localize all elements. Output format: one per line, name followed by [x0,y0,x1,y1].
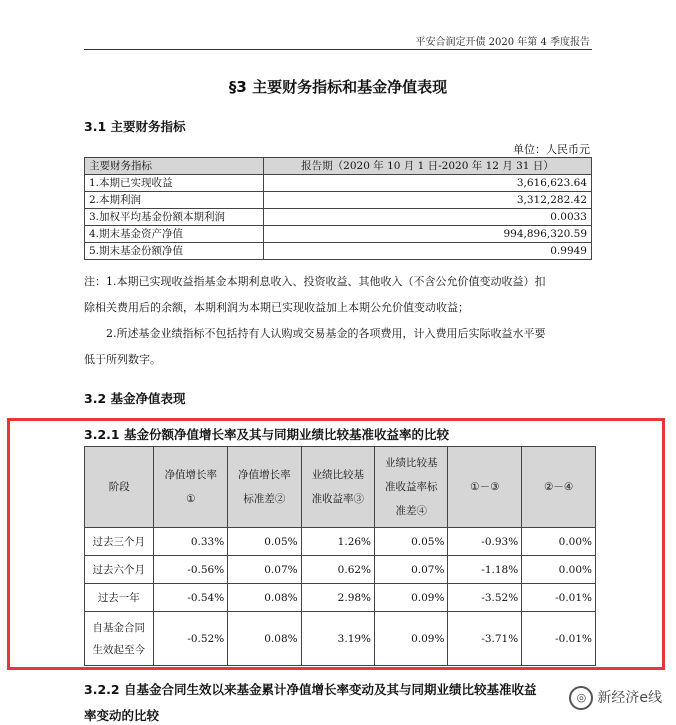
row-label: 5.期末基金份额净值 [85,243,264,260]
row-label-line: 自基金合同 [92,621,145,634]
table-row [85,175,592,192]
row-value: 0.9949 [264,243,592,260]
note-line: 低于所列数字。 [84,353,161,366]
table-cell: -0.01% [522,612,596,666]
watermark [569,686,662,710]
header-line: 业绩比较基 [311,469,365,481]
highlight-box [7,418,665,670]
table-cell: 0.08% [228,584,301,612]
row-label-line: 生效起至今 [92,643,145,656]
row-value: 994,896,320.59 [264,226,592,243]
financial-indicators-table [84,157,592,260]
heading-3-2-2-line2: 率变动的比较 [84,708,160,723]
header-line: 净值增长率 [164,469,218,481]
table-cell: 0.09% [375,612,448,666]
row-label: 过去三个月 [85,528,154,556]
section-title: §3 主要财务指标和基金净值表现 [228,78,448,96]
table-cell: -1.18% [448,556,522,584]
table-cell: 0.33% [154,528,228,556]
header-line: 业绩比较基 [384,457,438,469]
table-cell: -3.71% [448,612,522,666]
row-label: 2.本期利润 [85,192,264,209]
table-cell: -0.52% [154,612,228,666]
note-line: 2.所述基金业绩指标不包括持有人认购或交易基金的各项费用，计入费用后实际收益水平要 [106,327,546,340]
header-line: ①－③ [470,481,500,493]
header-line: ②－④ [543,481,574,493]
row-label: 4.期末基金资产净值 [85,226,264,243]
table-row [85,243,592,260]
note-line: 注：1.本期已实现收益指基金本期利息收入、投资收益、其他收入（不含公允价值变动收益）扣 [84,275,546,288]
row-label: 过去一年 [85,584,154,612]
header-line: ① [186,493,196,505]
table-cell: 1.26% [301,528,374,556]
table-cell: 0.05% [228,528,301,556]
page-header-text: 平安合润定开债 2020 年第 4 季度报告 [415,37,590,48]
table-cell: 0.00% [522,528,596,556]
table-cell: 0.62% [301,556,374,584]
heading-3-2: 3.2 基金净值表现 [84,391,186,406]
table-row [85,209,592,226]
table-cell: -3.52% [448,584,522,612]
row-label: 3.加权平均基金份额本期利润 [85,209,264,226]
row-label: 1.本期已实现收益 [85,175,264,192]
table-cell: 2.98% [301,584,374,612]
table-cell: -0.01% [522,584,596,612]
header-cell: 主要财务指标 [85,158,264,175]
table-cell: 0.07% [375,556,448,584]
table-cell: -0.56% [154,556,228,584]
row-label: 过去六个月 [85,556,154,584]
table-cell: -0.93% [448,528,522,556]
heading-3-2-1: 3.2.1 基金份额净值增长率及其与同期业绩比较基准收益率的比较 [84,427,449,442]
header-line: 准收益率③ [311,493,365,505]
row-value: 3,312,282.42 [264,192,592,209]
table-cell: 3.19% [301,612,374,666]
heading-3-2-2-line1: 3.2.2 自基金合同生效以来基金累计净值增长率变动及其与同期业绩比较基准收益 [84,682,537,697]
header-line: 准收益率标 [384,481,438,493]
table-row [85,192,592,209]
note-1 [84,269,594,373]
header-line: 标准差② [243,493,286,505]
header-cell: 报告期（2020 年 10 月 1 日-2020 年 12 月 31 日） [264,158,592,175]
table-row [85,226,592,243]
note-line: 除相关费用后的余额，本期利润为本期已实现收益加上本期公允价值变动收益； [84,301,469,314]
row-value: 3,616,623.64 [264,175,592,192]
table-cell: 0.07% [228,556,301,584]
unit-label: 单位：人民币元 [513,143,590,156]
table-header-row [85,158,592,175]
table-cell: 0.00% [522,556,596,584]
table-cell: 0.09% [375,584,448,612]
header-divider [84,49,592,50]
heading-3-1: 3.1 主要财务指标 [84,119,186,134]
header-line: 阶段 [108,481,130,493]
watermark-text: 新经济e线 [597,690,662,706]
table-cell: 0.08% [228,612,301,666]
chat-bubble-icon: ◎ [569,686,593,710]
header-line: 准差④ [395,505,427,517]
row-value: 0.0033 [264,209,592,226]
table-cell: -0.54% [154,584,228,612]
table-cell: 0.05% [375,528,448,556]
header-line: 净值增长率 [238,469,291,481]
